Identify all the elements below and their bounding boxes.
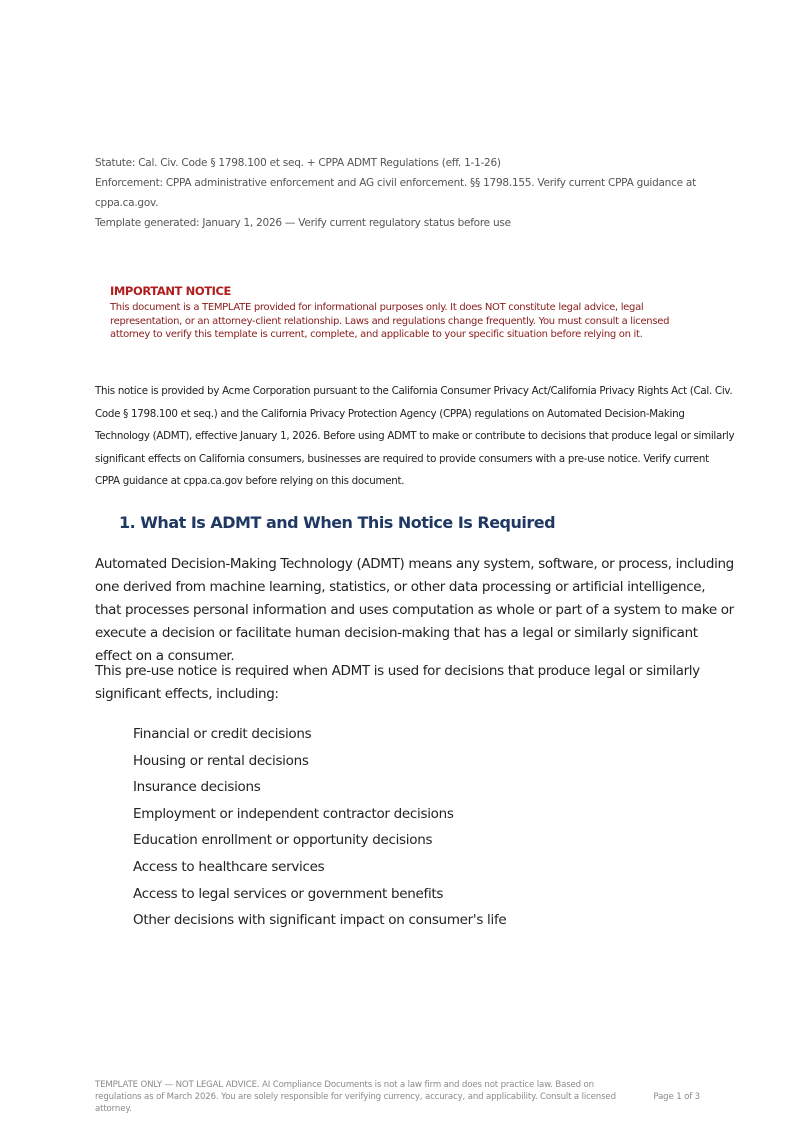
list-item: Other decisions with significant impact on consumer's life — [133, 912, 507, 929]
enforcement-line: Enforcement: CPPA administrative enforcement and AG civil enforcement. §§ 1798.155. Verify current CPPA guidance at cppa.ca.gov. — [95, 177, 696, 209]
list-item: Education enrollment or opportunity decisions — [133, 832, 433, 849]
intro-paragraph: This notice is provided by Acme Corporation pursuant to the California Consumer Privacy Act/California Privacy Rights Act (Cal. Civ. Code § 1798.100 et seq.) and the California Privacy Protection Agency (CPPA) regulations on Automated Decision-Making Technology (ADMT), effective January 1, 2026. Before using ADMT to make or contribute to decisions that produce legal or similarly significant effects on California consumers, businesses are required to provide consumers with a pre-use notice. Verify current CPPA guidance at cppa.ca.gov before relying on this document. — [95, 385, 735, 487]
admt-definition: Automated Decision-Making Technology (ADMT) means any system, software, or process, including one derived from machine learning, statistics, or other data processing or artificial intelligence, that processes personal information and uses computation as whole or part of a system to make or execute a decision or facilitate human decision-making that has a legal or similarly significant effect on a consumer. — [95, 556, 734, 664]
generated-line: Template generated: January 1, 2026 — Verify current regulatory status before use — [95, 217, 511, 229]
list-item: Insurance decisions — [133, 779, 261, 796]
footer-disclaimer: TEMPLATE ONLY — NOT LEGAL ADVICE. AI Compliance Documents is not a law firm and does not practice law. Based on regulations as of March 2026. You are solely responsible for verifying currency, accuracy, and applicability. Consult a licensed attorney. — [95, 1080, 616, 1114]
list-item: Employment or independent contractor decisions — [133, 805, 454, 822]
list-item: Access to healthcare services — [133, 858, 325, 875]
decision-types-list — [133, 721, 506, 934]
notice-title: IMPORTANT NOTICE — [110, 284, 232, 298]
notice-requirement: This pre-use notice is required when ADMT is used for decisions that produce legal or similarly significant effects, including: — [95, 663, 700, 702]
page-number: Page 1 of 3 — [653, 1092, 700, 1102]
list-item: Financial or credit decisions — [133, 726, 312, 742]
list-item: Access to legal services or government benefits — [133, 885, 444, 902]
notice-body: This document is a TEMPLATE provided for informational purposes only. It does NOT constitute legal advice, legal representation, or an attorney-client relationship. Laws and regulations change frequently. You must consult a licensed attorney to verify this template is current, complete, and applicable to your specific situation before relying on it. — [110, 302, 670, 340]
page-footer — [95, 1079, 705, 1115]
document-metadata — [95, 153, 715, 233]
statute-line: Statute: Cal. Civ. Code § 1798.100 et seq. + CPPA ADMT Regulations (eff. 1-1-26) — [95, 157, 501, 169]
important-notice — [110, 284, 710, 342]
section-heading: 1. What Is ADMT and When This Notice Is Required — [119, 513, 556, 532]
list-item: Housing or rental decisions — [133, 752, 309, 769]
